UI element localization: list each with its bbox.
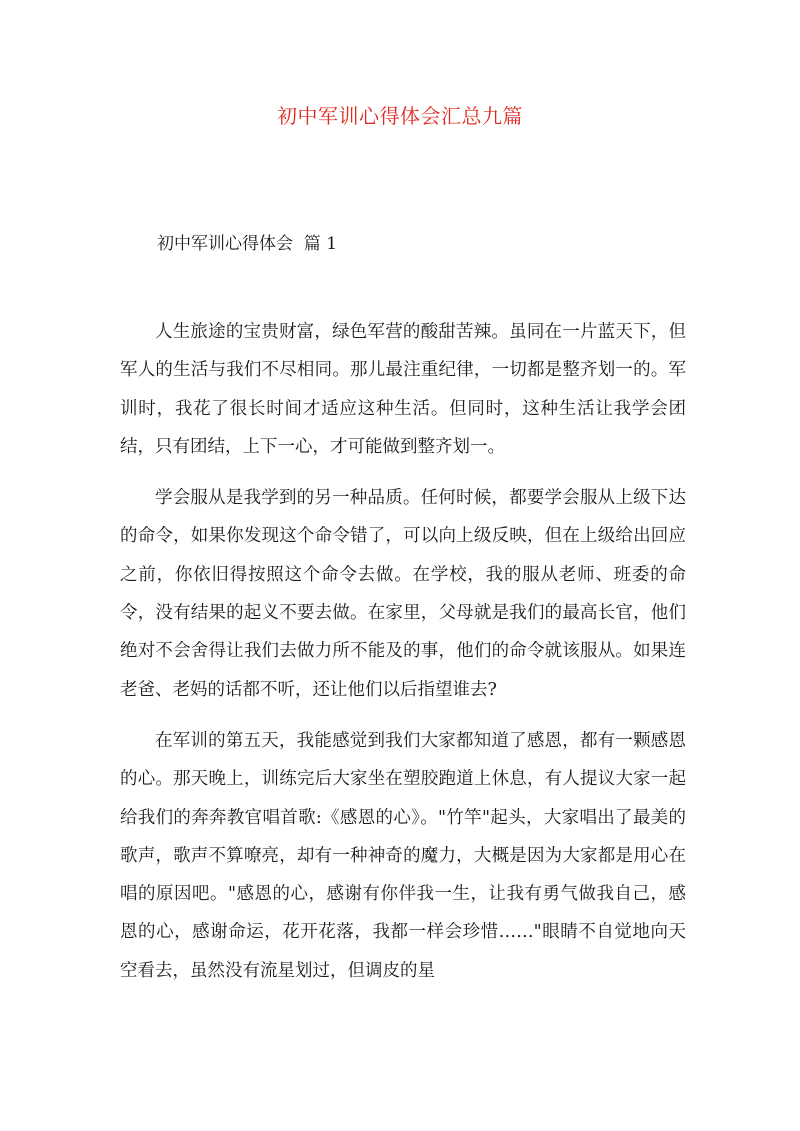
paragraph-3: 在军训的第五天，我能感觉到我们大家都知道了感恩，都有一颗感恩的心。那天晚上，训练完后大家坐在塑胶跑道上休息，有人提议大家一起给我们的奔奔教官唱首歌:《感恩的心》。"竹竿"起头，大家唱出了最美的歌声，歌声不算嘹亮，却有一种神奇的魔力，大概是因为大家都是用心在唱的原因吧。"感恩的心，感谢有你伴我一生，让我有勇气做我自己，感恩的心，感谢命运，花开花落，我都一样会珍惜……"眼睛不自觉地向天空看去，虽然没有流星划过，但调皮的星	[120, 730, 686, 981]
body-text	[120, 313, 686, 1003]
document-title: 初中军训心得体会汇总九篇	[277, 104, 523, 128]
paragraph-1: 人生旅途的宝贵财富，绿色军营的酸甜苦辣。虽同在一片蓝天下，但军人的生活与我们不尽相同。那儿最注重纪律，一切都是整齐划一的。军训时，我花了很长时间才适应这种生活。但同时，这种生活让我学会团结，只有团结，上下一心，才可能做到整齐划一。	[120, 322, 686, 457]
section-heading: 初中军训心得体会 篇 1	[157, 234, 338, 254]
paragraph-2: 学会服从是我学到的另一种品质。任何时候，都要学会服从上级下达的命令，如果你发现这个命令错了，可以向上级反映，但在上级给出回应之前，你依旧得按照这个命令去做。在学校，我的服从老师、班委的命令，没有结果的起义不要去做。在家里，父母就是我们的最高长官，他们绝对不会舍得让我们去做力所不能及的事，他们的命令就该服从。如果连老爸、老妈的话都不听，还让他们以后指望谁去?	[120, 488, 686, 700]
